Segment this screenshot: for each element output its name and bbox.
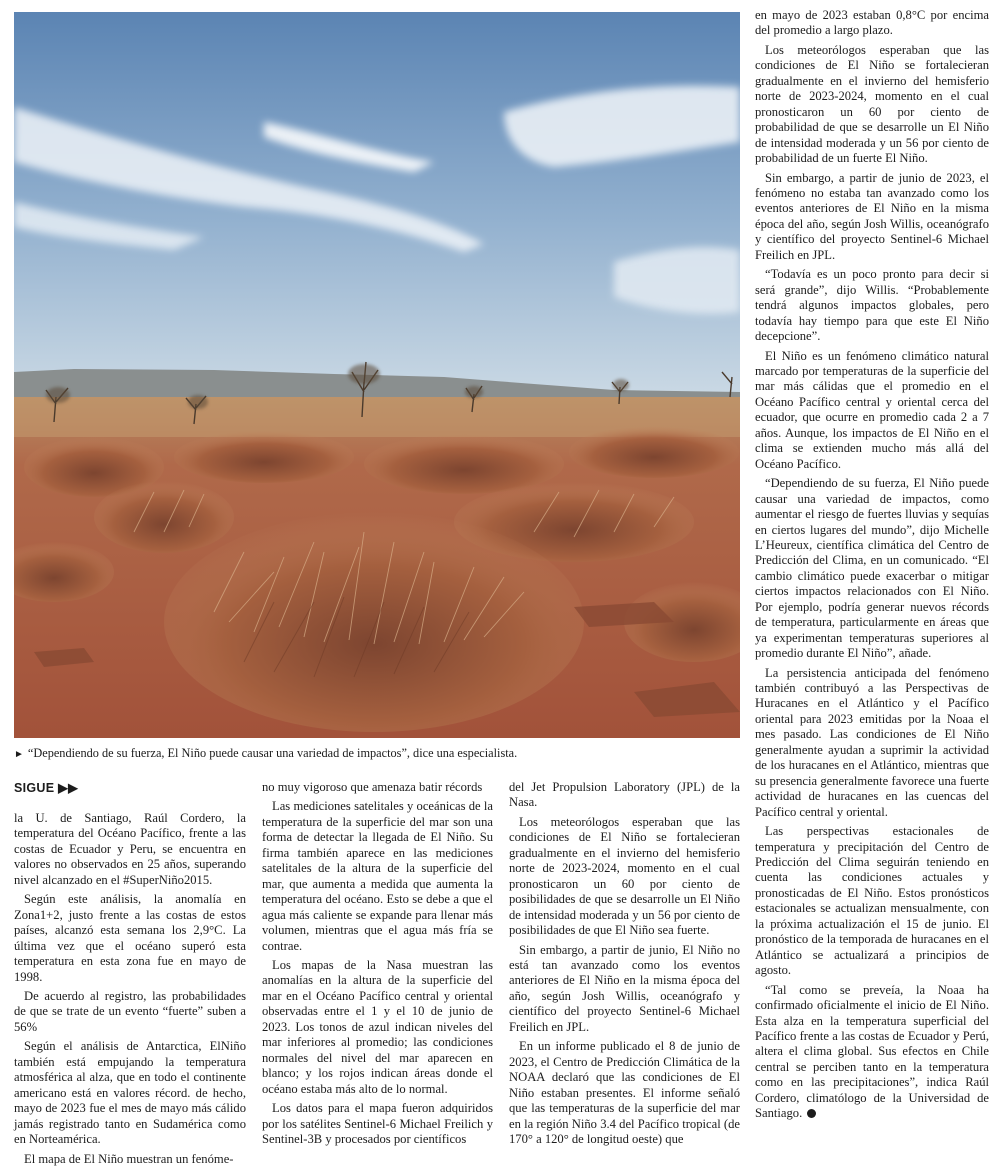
paragraph: Según el análisis de Antarctica, ElNiño también está empujando la temperatura atmosférica al alza, que en todo el continente americano está en valores récord. de hecho, mayo de 2023 fue el mes de mayo más cálido jamás registrado tanto en Sudamérica como en Norteamérica. [14,1039,246,1147]
continued-label: SIGUE ▶▶ [14,781,78,795]
article-column-2 [262,780,493,1151]
paragraph-text: “Tal como se preveía, la Noaa ha confirmado oficialmente el inicio de El Niño. Esta alza en la temperatura superficial del Pacífico frente a las costas de Ecuador y Perú, altera el clima global. Sus efectos en Chile central se perciben tanto en la temperatura como en las precipitaciones”, indica Raúl Cordero, climatólogo de la Universidad de Santiago. [755,982,989,1121]
paragraph: Los datos para el mapa fueron adquiridos por los satélites Sentinel-6 Michael Freilich y Sentinel-3B y procesados por científicos [262,1101,493,1146]
paragraph: Los meteorólogos esperaban que las condiciones de El Niño se fortalecieran gradualmente en el invierno del hemisferio norte de 2023-2024, momento en el cual pronosticaron un 60 por ciento de posibilidades de que se desarrolle un El Niño de intensidad moderada y un 56 por ciento de posibilidades de que El Niño sea fuerte. [509,814,740,938]
paragraph: Las mediciones satelitales y oceánicas de la temperatura de la superficie del mar son una forma de detectar la llegada de El Niño. Su firma también aparece en las mediciones satelitales de la altura de la superficie del mar, que aumenta a medida que aumenta la temperatura del océano. Esto se debe a que el agua más caliente se expande para llenar más volumen, mientras que el agua más fría se contrae. [262,799,493,953]
paragraph: “Dependiendo de su fuerza, El Niño puede causar una variedad de impactos, como aumentar el riesgo de fuertes lluvias y sequías en ciertos lugares del mundo”, dijo Michelle L’Heureux, científica climática del Centro de Predicción del Clima, en un comunicado. “El cambio climático puede exacerbar o mitigar ciertos impactos relacionados con El Niño. Por ejemplo, podría generar nuevos récords de temperatura, particularmente en áreas que ya experimentan temperaturas superiores al promedio durante El Niño”, añade. [755,476,989,661]
article-column-3 [509,780,740,1151]
caption-text: “Dependiendo de su fuerza, El Niño puede causar una variedad de impactos”, dice una especialista. [27,746,518,760]
paragraph: del Jet Propulsion Laboratory (JPL) de la Nasa. [509,780,740,810]
article-column-1 [14,811,246,1171]
paragraph: Sin embargo, a partir de junio, El Niño no está tan avanzado como los eventos anteriores de El Niño en la misma época del año, según Josh Willis, oceanógrafo y científico del proyecto Sentinel-6 Michael Freilich en JPL. [509,942,740,1034]
article-column-4 [755,8,989,1126]
paragraph: en mayo de 2023 estaban 0,8°C por encima del promedio a largo plazo. [755,8,989,38]
paragraph: La persistencia anticipada del fenómeno también contribuyó a las Perspectivas de Huracanes en el Atlántico y el Pacífico oriental para 2023 emitidas por la Noaa el mes pasado. Las condiciones de El Niño generalmente ayudan a suprimir la actividad de los huracanes en el Atlántico, mientras que su presencia generalmente favorece una fuerte actividad de huracanes en las cuencas del Pacífico central y oriental. [755,665,989,819]
paragraph: la U. de Santiago, Raúl Cordero, la temperatura del Océano Pacífico, frente a las costas de Ecuador y Peru, se encuentra en valores no observados en 25 años, superando nivel alcanzado en el #SuperNiño2015. [14,811,246,887]
sky [14,12,740,392]
paragraph [755,983,989,1122]
paragraph: El mapa de El Niño muestran un fenóme- [24,1151,234,1166]
end-of-article-icon [807,1109,816,1118]
paragraph: El Niño es un fenómeno climático natural marcado por temperaturas de la superficie del mar más cálidas que el promedio en el Océano Pacífico central y oriental cerca del ecuador, que ocurre en promedio cada 2 a 7 años. Aunque, los impactos de El Niño en el clima se extienden mucho más allá del Océano Pacífico. [755,348,989,471]
caption-marker-icon: ► [14,749,24,760]
paragraph: Los mapas de la Nasa muestran las anomalías en la altura de la superficie del mar en el Océano Pacífico central y oriental observadas entre el 1 y el 10 de junio de 2023. Los tonos de azul indican niveles del mar inferiores al promedio; las condiciones normales del nivel del mar aparecen en blanco; y los rojos indican áreas donde el océano estaba más alto de lo normal. [262,957,493,1096]
paragraph: Sin embargo, a partir de junio de 2023, el fenómeno no estaba tan avanzado como los eventos anteriores de El Niño en la misma época del año, según Josh Willis, oceanógrafo y científico del proyecto Sentinel-6 Michael Freilich en JPL. [755,170,989,262]
paragraph: En un informe publicado el 8 de junio de 2023, el Centro de Predicción Climática de la NOAA declaró que las condiciones de El Niño estaban presentes. El informe señaló que las temperaturas de la superficie del mar en la región Niño 3.4 del Pacífico tropical (de 170° a 120° de longitud oeste) que [509,1039,740,1146]
paragraph: Las perspectivas estacionales de temperatura y precipitación del Centro de Predicción del Clima seguirán teniendo en cuenta las condiciones actuales y pronosticadas de El Niño. Estos pronósticos estacionales se actualizan mensualmente, con la próxima actualización el 15 de junio. El pronóstico de la temporada de huracanes en el Atlántico se actualizará a principios de agosto. [755,824,989,978]
landscape-illustration [14,12,740,738]
paragraph: “Todavía es un poco pronto para decir si será grande”, dijo Willis. “Probablemente tendrá algunos impactos globales, pero todavía hay tiempo para que este El Niño decepcione”. [755,267,989,344]
paragraph: no muy vigoroso que amenaza batir récords [262,780,483,794]
paragraph: De acuerdo al registro, las probabilidades de que se trate de un evento “fuerte” suben a 56% [14,988,246,1034]
paragraph: Los meteorólogos esperaban que las condiciones de El Niño se fortalecieran gradualmente en el invierno del hemisferio norte de 2023-2024, momento en el cual pronosticaron un 60 por ciento de probabilidad de que se desarrolle un El Niño de intensidad moderada y un 56 por ciento de probabilidad de un fuerte El Niño. [755,42,989,166]
paragraph: Según este análisis, la anomalía en Zona1+2, justo frente a las costas de estos países, alcanzó esta semana los 2,9°C. La última vez que el océano superó esta temperatura en esta zona fue en mayo de 1998. [14,892,246,984]
article-photo [14,12,740,738]
photo-caption [14,745,740,763]
